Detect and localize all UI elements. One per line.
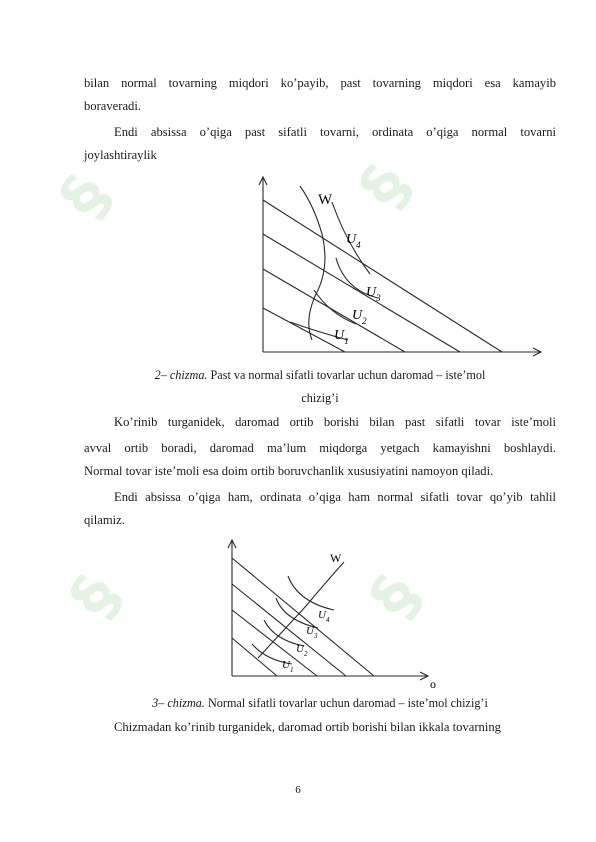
watermark: § xyxy=(346,153,426,221)
curve-label-u3: $U_3$ xyxy=(366,285,381,303)
curve-label-u2: $U_2$ xyxy=(352,308,367,326)
watermark: § xyxy=(56,563,136,631)
paragraph-line: Normal tovar iste’moli esa doim ortib boruvchanlik xususiyatini namoyon qiladi. xyxy=(84,464,494,478)
label-o: o xyxy=(430,677,436,691)
budget-line xyxy=(263,234,460,352)
curve-label-u1: $U_1$ xyxy=(282,659,294,674)
watermark: § xyxy=(46,163,126,231)
paragraph-line: Chizmadan ko’rinib turganidek, daromad ortib borishi bilan ikkala tovarning xyxy=(114,720,501,734)
paragraph-line: boraveradi. xyxy=(84,99,141,113)
label-w: W xyxy=(318,192,333,208)
paragraph-line: Ko’rinib turganidek, daromad ortib borishi bilan past sifatli tovar iste’moli xyxy=(114,415,556,429)
curve-label-u2: $U_2$ xyxy=(296,643,308,658)
paragraph-line: bilan normal tovarning miqdori ko’payib, past tovarning miqdori esa kamayib xyxy=(84,76,556,90)
curve-label-u4: $U_4$ xyxy=(318,609,330,624)
budget-line xyxy=(263,200,502,352)
paragraph-line: joylashtiraylik xyxy=(84,148,157,162)
curve-label-u3: $U_3$ xyxy=(306,625,318,640)
figure-caption: 3– chizma. Normal sifatli tovarlar uchun daromad – iste’mol chizig’i xyxy=(152,696,488,710)
paragraph-line: avval ortib boradi, daromad ma’lum miqdorga yetgach kamayishni boshlaydi. xyxy=(84,441,556,455)
curve-label-u1: $U_1$ xyxy=(334,328,349,346)
figure-caption: chizig’i xyxy=(301,391,339,405)
paragraph-line: qilamiz. xyxy=(84,513,125,527)
label-w: W xyxy=(330,551,342,565)
budget-line xyxy=(232,558,374,676)
curve-label-u4: $U_4$ xyxy=(346,232,361,250)
indifference-curve xyxy=(314,290,356,324)
figure-caption: 2– chizma. Past va normal sifatli tovarlar uchun daromad – iste’mol xyxy=(154,368,486,382)
budget-line xyxy=(263,308,345,352)
page-number: 6 xyxy=(295,784,301,796)
watermark: § xyxy=(356,563,436,631)
paragraph-line: Endi absissa o’qiga ham, ordinata o’qiga ham normal sifatli tovar qo’yib tahlil xyxy=(114,490,556,504)
paragraph-line: Endi absissa o’qiga past sifatli tovarni, ordinata o’qiga normal tovarni xyxy=(114,125,556,139)
figure-3 xyxy=(222,536,452,696)
figure-2 xyxy=(230,172,550,362)
